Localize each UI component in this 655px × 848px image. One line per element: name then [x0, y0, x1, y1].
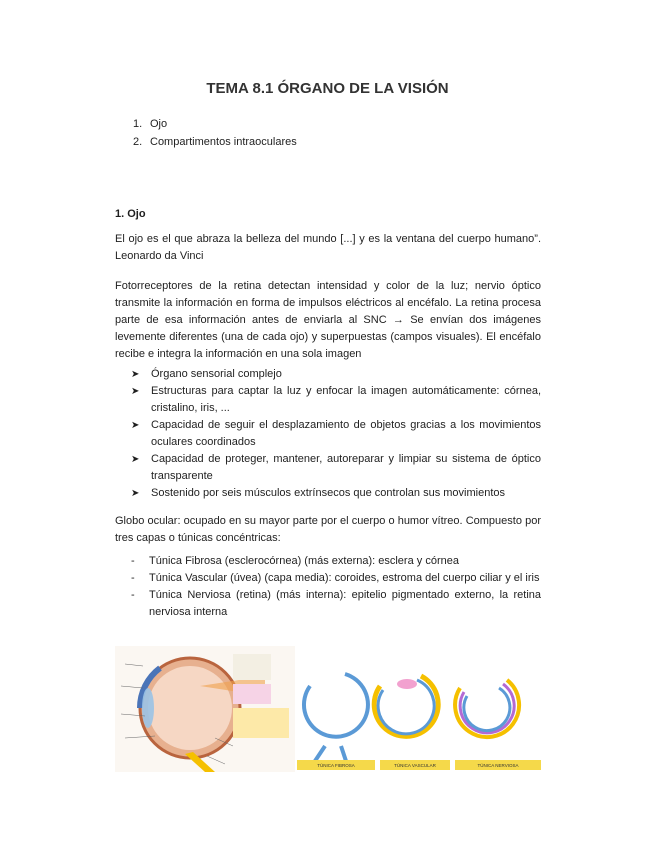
- page-title: TEMA 8.1 ÓRGANO DE LA VISIÓN: [206, 80, 449, 97]
- arrowhead-bullet-icon: ➤: [131, 420, 140, 431]
- list-item: [131, 451, 541, 485]
- globo-paragraph: Globo ocular: ocupado en su mayor parte por el cuerpo o humor vítreo. Compuesto por tres capas o túnicas concéntricas:: [115, 515, 541, 544]
- toc-item: [133, 115, 297, 133]
- tunica-diagram-nerviosa: [455, 680, 519, 737]
- dash-bullet-icon: -: [131, 555, 135, 567]
- arrowhead-bullet-icon: ➤: [131, 386, 140, 397]
- dash-bullet-icon: -: [131, 572, 135, 584]
- toc-number: 2.: [133, 136, 143, 148]
- quote: [115, 231, 541, 265]
- intro-paragraph: Fotorreceptores de la retina detectan intensidad y color de la luz; nervio óptico transmite la información en forma de impulsos eléctricos al encéfalo. La retina procesa parte de esa información antes de enviarla al SNC → Se envían dos imágenes levemente diferentes (una de cada ojo) y superpuestas (campos visuales). El encéfalo recibe e integra la información en una sola imagen: [115, 280, 541, 360]
- toc-label: Ojo: [150, 118, 168, 130]
- list-item-text: Túnica Vascular (úvea) (capa media): coroides, estroma del cuerpo ciliar y el iris: [149, 572, 540, 584]
- arrowhead-bullet-icon: ➤: [131, 369, 140, 380]
- table-of-contents: [133, 115, 297, 151]
- list-item: [131, 570, 541, 587]
- list-item-text: Túnica Nerviosa (retina) (más interna): epitelio pigmentado externo, la retina nerviosa interna: [149, 589, 541, 618]
- quote-author: Leonardo da Vinci: [115, 250, 204, 262]
- bullet-list: [131, 366, 541, 502]
- list-item-text: Estructuras para captar la luz y enfocar la imagen automáticamente: córnea, cristalino, iris, ...: [151, 385, 541, 414]
- caption-vascular: TÚNICA VASCULAR: [394, 763, 436, 768]
- list-item-text: Órgano sensorial complejo: [151, 368, 282, 380]
- toc-number: 1.: [133, 118, 143, 130]
- list-item: [131, 417, 541, 451]
- tunica-diagram-vascular: [374, 676, 438, 736]
- list-item-text: Túnica Fibrosa (esclerocórnea) (más externa): esclera y córnea: [149, 555, 459, 567]
- list-item: [131, 366, 541, 383]
- eye-anatomy-figure: [115, 646, 543, 772]
- list-item-text: Capacidad de seguir el desplazamiento de objetos gracias a los movimientos oculares coordinados: [151, 419, 541, 448]
- list-item: [131, 383, 541, 417]
- toc-label: Compartimentos intraoculares: [150, 136, 297, 148]
- list-item-text: Sostenido por seis músculos extrínsecos que controlan sus movimientos: [151, 487, 506, 499]
- figure-captions: [297, 760, 541, 770]
- list-item: [131, 587, 541, 621]
- list-item: [131, 553, 541, 570]
- arrowhead-bullet-icon: ➤: [131, 454, 140, 465]
- quote-text: El ojo es el que abraza la belleza del mundo [...] y es la ventana del cuerpo humano”.: [115, 233, 541, 245]
- dash-bullet-icon: -: [131, 589, 135, 601]
- list-item-text: Capacidad de proteger, mantener, autoreparar y limpiar su sistema de óptico transparente: [151, 453, 541, 482]
- tunica-diagram-fibrosa: [304, 674, 368, 764]
- caption-fibrosa: TÚNICA FIBROSA: [317, 763, 355, 768]
- tunicas-list: [131, 553, 541, 621]
- eye-cross-section-illustration: [115, 646, 295, 772]
- section-heading: 1. Ojo: [115, 208, 146, 220]
- list-item: [131, 485, 541, 502]
- toc-item: [133, 133, 297, 151]
- arrowhead-bullet-icon: ➤: [131, 488, 140, 499]
- caption-nerviosa: TÚNICA NERVIOSA: [477, 763, 519, 768]
